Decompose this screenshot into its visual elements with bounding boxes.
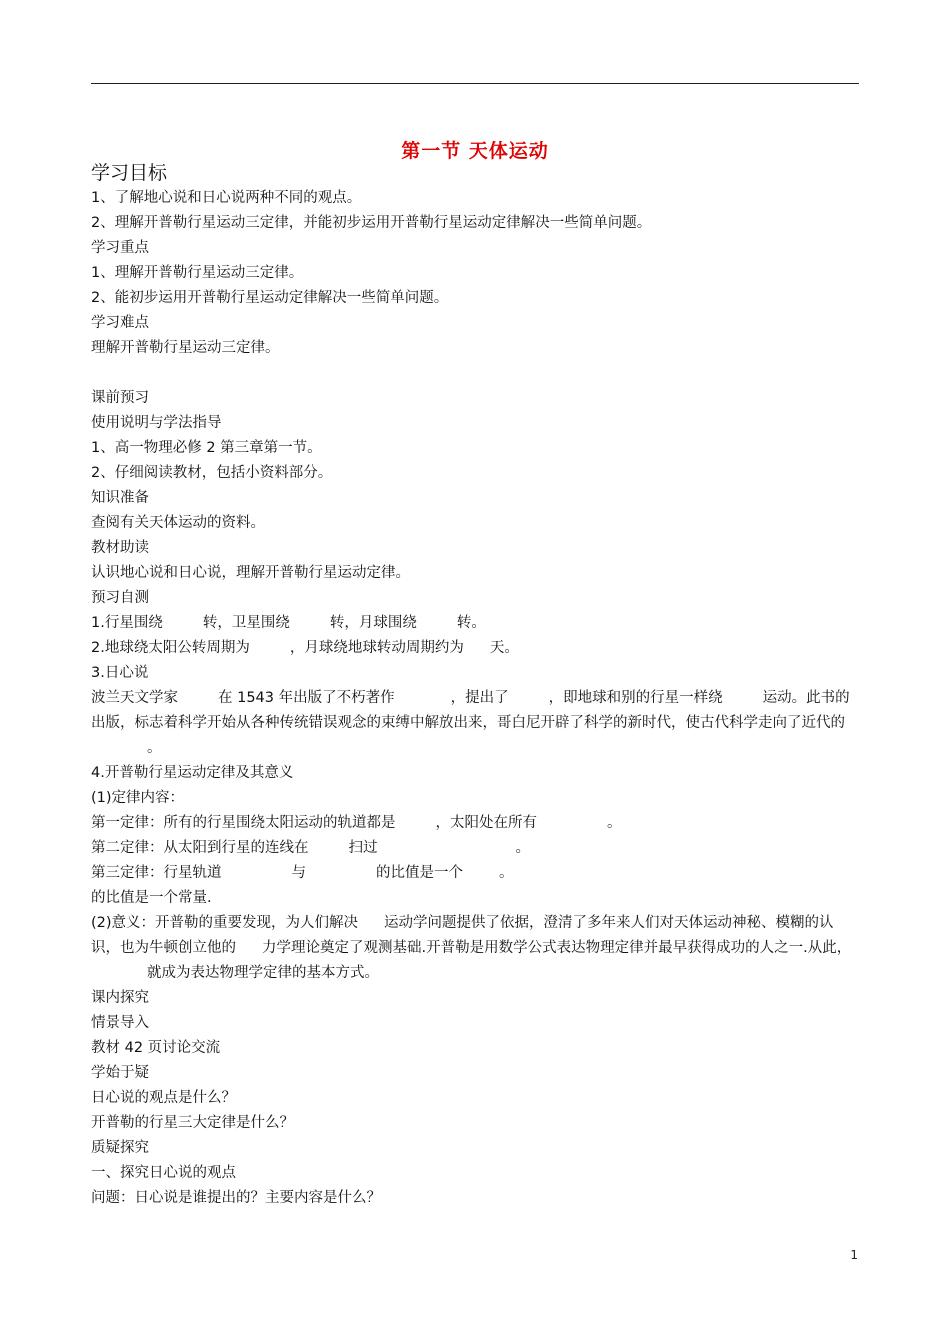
header-rule [91, 83, 859, 84]
question-3-heading: 3.日心说 [91, 665, 149, 681]
inquiry-subheading: 一、探究日心说的观点 [91, 1165, 236, 1181]
law-3-continued: 的比值是一个常量. [91, 890, 212, 906]
key-points-heading: 学习重点 [91, 240, 149, 256]
spacer [91, 361, 861, 386]
knowledge-heading: 知识准备 [91, 490, 149, 506]
page-number: 1 [850, 1248, 858, 1262]
question-4-sub1: (1)定律内容： [91, 790, 185, 806]
knowledge-text: 查阅有关天体运动的资料。 [91, 515, 265, 531]
difficulty-heading: 学习难点 [91, 315, 149, 331]
law-1: 第一定律：所有的行星围绕太阳运动的轨道都是 ，太阳处在所有 。 [91, 815, 622, 831]
doubt-heading: 学始于疑 [91, 1065, 149, 1081]
guide-item: 1、高一物理必修 2 第三章第一节。 [91, 440, 322, 456]
inquiry-question: 问题：日心说是谁提出的？主要内容是什么？ [91, 1190, 381, 1206]
reading-text: 认识地心说和日心说，理解开普勒行星运动定律。 [91, 565, 410, 581]
question-4-heading: 4.开普勒行星运动定律及其意义 [91, 765, 294, 781]
law-3: 第三定律：行星轨道 与 的比值是一个 。 [91, 865, 514, 881]
guide-heading: 使用说明与学法指导 [91, 415, 222, 431]
selftest-heading: 预习自测 [91, 590, 149, 606]
key-point-item: 2、能初步运用开普勒行星运动定律解决一些简单问题。 [91, 290, 449, 306]
doubt-item: 开普勒的行星三大定律是什么？ [91, 1115, 294, 1131]
inclass-heading: 课内探究 [91, 990, 149, 1006]
question-1: 1.行星围绕 转，卫星围绕 转，月球围绕 转。 [91, 615, 486, 631]
reading-heading: 教材助读 [91, 540, 149, 556]
question-2: 2.地球绕太阳公转周期为 ，月球绕地球转动周期约为 天。 [91, 640, 519, 656]
question-4-sub2: (2)意义：开普勒的重要发现，为人们解决 运动学问题提供了依据，澄清了多年来人们对天体运动神秘、模糊的认识，也为牛顿创立他的 力学理论奠定了观测基础.开普勒是用数学公式表达物理定律并最早获得成功的人之一.从此，就成为表达物理学定律的基本方式。 [91, 915, 852, 981]
scene-text: 教材 42 页讨论交流 [91, 1040, 221, 1056]
page-title: 第一节 天体运动 [401, 140, 549, 162]
objectives-heading: 学习目标 [91, 162, 168, 184]
difficulty-text: 理解开普勒行星运动三定律。 [91, 340, 280, 356]
law-2: 第二定律：从太阳到行星的连线在 扫过 。 [91, 840, 530, 856]
objective-item: 2、理解开普勒行星运动三定律，并能初步运用开普勒行星运动定律解决一些简单问题。 [91, 215, 652, 231]
doubt-item: 日心说的观点是什么？ [91, 1090, 236, 1106]
scene-heading: 情景导入 [91, 1015, 149, 1031]
key-point-item: 1、理解开普勒行星运动三定律。 [91, 265, 304, 281]
guide-item: 2、仔细阅读教材，包括小资料部分。 [91, 465, 333, 481]
inquiry-heading: 质疑探究 [91, 1140, 149, 1156]
preview-heading: 课前预习 [91, 390, 149, 406]
question-3-text: 波兰天文学家 在 1543 年出版了不朽著作 ，提出了 ，即地球和别的行星一样绕 运动。此书的出版，标志着科学开始从各种传统错误观念的束缚中解放出来，哥白尼开辟了科学的新时代，使古代科学走向了近代的。 [91, 690, 850, 756]
document-body [91, 160, 861, 1211]
objective-item: 1、了解地心说和日心说两种不同的观点。 [91, 190, 362, 206]
